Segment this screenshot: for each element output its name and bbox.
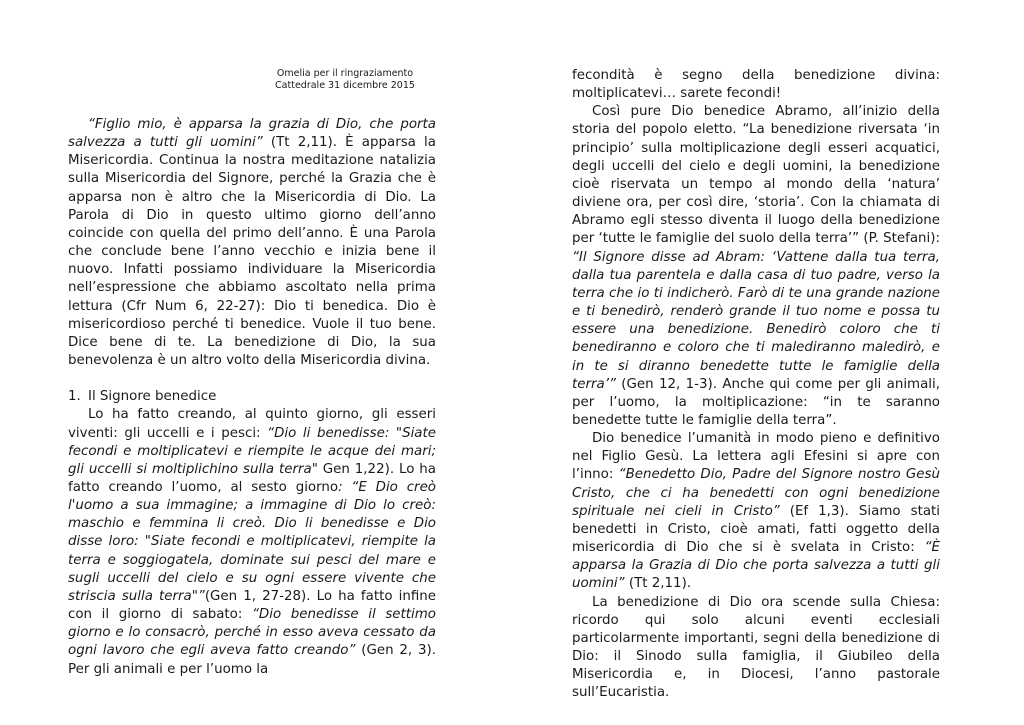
body-text: Gen 1,22). Lo ha fatto creando l’uomo, al sesto giorno — [68, 461, 436, 495]
quoted-text: “È apparsa la Grazia di Dio che porta salvezza a tutti gli uomini” — [572, 540, 940, 592]
efesini-paragraph — [572, 430, 940, 593]
section-heading — [68, 388, 436, 406]
intro-paragraph — [68, 116, 436, 370]
left-column — [68, 116, 436, 679]
body-text: Lo ha fatto creando, al quinto giorno, gli esseri viventi: gli uccelli e i pesci: — [68, 407, 436, 441]
body-text: Così pure Dio benedice Abramo, all’inizio della storia del popolo eletto. “La benedizione riversata ‘in principio’ sulla moltiplicazione degli esseri acquatici, degli uccelli del cielo e degli uomini, la benedizione cioè riservata un tempo al mondo della ‘natura’ diviene ora, per così dire, ‘storia’. Con la chiamata di Abramo egli stesso diventa il luogo della benedizione per ‘tutte le famiglie del suolo della terra’” (P. Stefani): — [572, 104, 940, 247]
body-text: (Gen 12, 1-3). Anche qui come per gli animali, per l’uomo, la moltiplicazione: “in te saranno benedette tutte le famiglie della terra”. — [572, 376, 940, 428]
body-text: (Ef 1,3). Siamo stati benedetti in Cristo, cioè amati, fatti oggetto della misericordia di Dio che si è svelata in Cristo: — [572, 503, 940, 556]
quoted-text: “Figlio mio, è apparsa la grazia di Dio, che porta salvezza a tutti gli uomini” — [68, 117, 436, 151]
section-title: Il Signore benedice — [88, 389, 217, 405]
body-text: (Tt 2,11). — [624, 576, 692, 592]
section-number: 1. — [68, 389, 81, 405]
body-text: Dio benedice l’umanità in modo pieno e definitivo nel Figlio Gesù. La lettera agli Efesini si apre con l’inno: — [572, 431, 940, 483]
header-title: Omelia per il ringraziamento — [276, 68, 414, 79]
header-subtitle: Cattedrale 31 dicembre 2015 — [275, 80, 415, 91]
quoted-text: : “E Dio creò l'uomo a sua immagine; a immagine di Dio lo creò: maschio e femmina li creò. Dio li benedisse e Dio disse loro: "Siate fecondi e moltiplicatevi, riempite la terra e soggiogatela, dominate sui pesci del mare e sugli uccelli del cielo e su ogni essere vivente che striscia sulla terra"” — [68, 479, 436, 604]
chiesa-paragraph — [572, 594, 940, 703]
right-column — [572, 67, 940, 702]
document-header — [230, 68, 460, 92]
quoted-text: “Dio li benedisse: "Siate fecondi e moltiplicatevi e riempite le acque dei mari; gli uccelli si moltiplichino sulla terra" — [68, 425, 436, 477]
body-text: (Gen 1, 27-28). Lo ha fatto infine con il giorno di sabato: — [68, 588, 436, 623]
quoted-text: “Dio benedisse il settimo giorno e lo consacrò, perché in esso aveva cessato da ogni lavoro che egli aveva fatto creando” — [68, 607, 436, 659]
body-text: La benedizione di Dio ora scende sulla Chiesa: ricordo qui solo alcuni eventi ecclesiali particolarmente importanti, segni della benedizione di Dio: il Sinodo sulla famiglia, il Giubileo della Misericordia e, in Diocesi, l’anno pastorale sull’Eucaristia. — [572, 594, 940, 701]
body-text: (Gen 2, 3). Per gli animali e per l’uomo la — [68, 643, 436, 677]
creation-paragraph — [68, 406, 436, 678]
fecondita-paragraph — [572, 67, 940, 103]
body-text: (Tt 2,11). È apparsa la Misericordia. Continua la nostra meditazione natalizia sulla Misericordia del Signore, perché la Grazia che è apparsa non è altro che la Misericordia di Dio. La Parola di Dio in questo ultimo giorno dell’anno coincide con quella del primo dell’anno. È una Parola che conclude bene l’anno vecchio e inizia bene il nuovo. Infatti possiamo individuare la Misericordia nell’espressione che abbiamo ascoltato nella prima lettura (Cfr Num 6, 22-27): Dio ti benedica. Dio è misericordioso perché ti benedice. Vuole il tuo bene. Dice bene di te. La benedizione di Dio, la sua benevolenza è un altro volto della Misericordia divina. — [68, 135, 436, 369]
paragraph-gap — [68, 370, 436, 388]
quoted-text: “Il Signore disse ad Abram: ‘Vattene dalla tua terra, dalla tua parentela e dalla casa di tuo padre, verso la terra che io ti indicherò. Farò di te una grande nazione e ti benedirò, renderò grande il tuo nome e possa tu essere una benedizione. Benedirò coloro che ti benediranno e coloro che ti malediranno maledirò, e in te si diranno benedette tutte le famiglie della terra’” — [572, 249, 940, 392]
abramo-paragraph — [572, 103, 940, 430]
body-text: fecondità è segno della benedizione divina: moltiplicatevi… sarete fecondi! — [572, 68, 940, 102]
quoted-text: “Benedetto Dio, Padre del Signore nostro Gesù Cristo, che ci ha benedetti con ogni benedizione spirituale nei cieli in Cristo” — [572, 467, 940, 519]
